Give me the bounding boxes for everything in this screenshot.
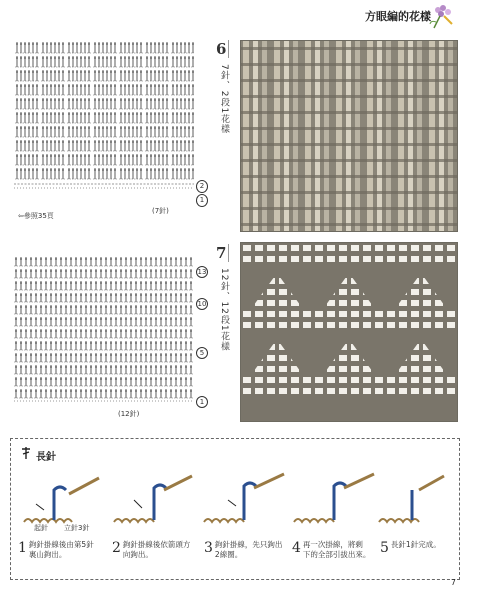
turning-chain-label: 立針3針 — [64, 524, 90, 532]
pattern7-repeat-label: (12針) — [118, 410, 140, 418]
step-1 — [18, 540, 108, 560]
pattern6-caption: 7針、2段1花樣 — [219, 64, 229, 135]
pattern6-chart — [14, 40, 199, 200]
pattern7-number: 7 — [216, 244, 229, 262]
start-chain-label: 起針 — [34, 524, 48, 532]
row-mark: 1 — [196, 194, 208, 207]
row-mark: 13 — [197, 268, 207, 276]
page-number: 7 — [450, 578, 456, 587]
pattern6-ref-note: ⇦參照35頁 — [18, 212, 54, 220]
step-number: 3 — [204, 540, 213, 556]
step-number: 5 — [380, 540, 389, 556]
technique-title: 長針 — [36, 452, 56, 463]
pattern7-chart — [14, 255, 199, 405]
pattern7-swatch — [240, 242, 458, 422]
page-title: 方眼編的花樣 — [365, 10, 431, 23]
step-4 — [292, 540, 377, 560]
pattern6-row-marks — [196, 180, 212, 207]
pattern6-number: 6 — [216, 40, 229, 58]
step-text: 再一次掛線，將剩 下的全部引拔出來。 — [302, 540, 371, 559]
step-number: 2 — [112, 540, 121, 556]
step-5 — [380, 540, 455, 556]
step-text: 鉤針掛線後依箭頭方 向鉤出。 — [122, 540, 191, 559]
row-mark: 5 — [196, 347, 208, 359]
row-mark: 10 — [197, 300, 207, 308]
double-crochet-symbol-icon — [20, 446, 32, 460]
pattern7-caption: 12針、12段1花樣 — [219, 268, 229, 352]
step-text: 鉤針掛線後由第5針 裏山鉤出。 — [28, 540, 94, 559]
row-mark: 1 — [196, 396, 208, 408]
step-text: 鉤針掛線，先只鉤出 2線圈。 — [214, 540, 283, 559]
pattern6-swatch — [240, 40, 458, 232]
pattern6-repeat-label: (7針) — [152, 207, 169, 215]
flower-decoration-icon — [428, 2, 456, 30]
step-text: 長針1針完成。 — [390, 540, 441, 549]
step-3 — [204, 540, 289, 560]
step-2 — [112, 540, 202, 560]
row-mark: 2 — [196, 180, 208, 193]
step-number: 4 — [292, 540, 301, 556]
step-number: 1 — [18, 540, 27, 556]
